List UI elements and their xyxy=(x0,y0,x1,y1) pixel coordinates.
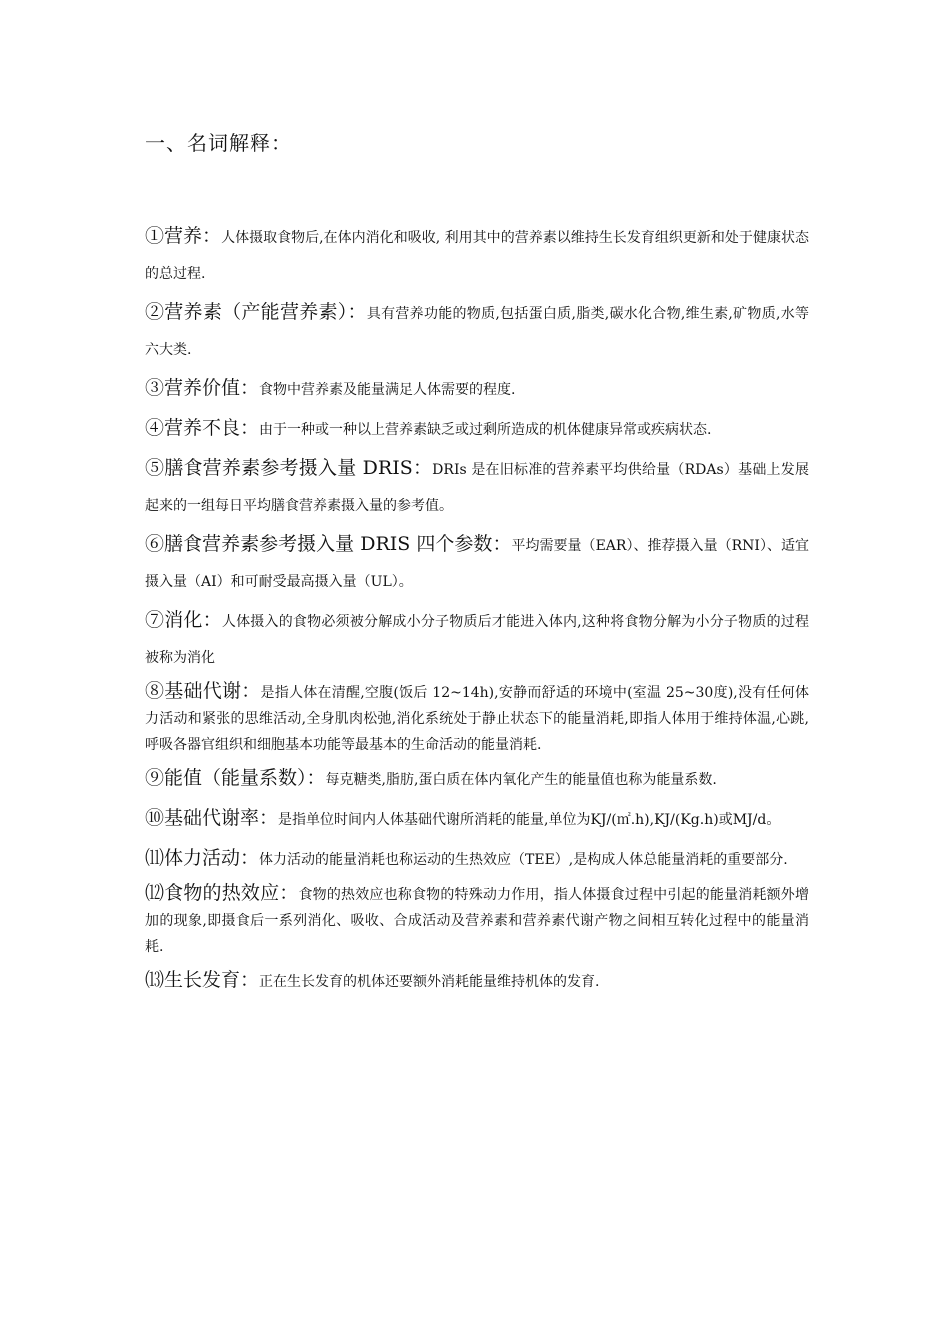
entry-term: ⑥膳食营养素参考摄入量 DRIS 四个参数： xyxy=(145,533,512,555)
entry-definition: 食物中营养素及能量满足人体需要的程度. xyxy=(259,382,516,398)
entry-definition: 体力活动的能量消耗也称运动的生热效应（TEE）,是构成人体总能量消耗的重要部分. xyxy=(259,852,788,868)
entry-term: ⑾体力活动： xyxy=(145,847,260,869)
entry-definition: 人体摄取食物后,在体内消化和吸收, 利用其中的营养素以维持生长发育组织更新和处于健康状态的总过程. xyxy=(145,230,809,282)
entry-definition: 是指单位时间内人体基础代谢所消耗的能量,单位为KJ/(㎡.h),KJ/(Kg.h)或MJ/d。 xyxy=(278,812,781,828)
entry-term: ⑦消化： xyxy=(145,609,222,631)
entry-definition: DRIs 是在旧标准的营养素平均供给量（RDAs）基础上发展起来的一组每日平均膳食营养素摄入量的参考值。 xyxy=(145,462,809,514)
glossary-entry-dris xyxy=(145,450,809,524)
glossary-list xyxy=(145,218,809,1002)
glossary-entry-malnutrition xyxy=(145,410,809,448)
section-heading: 一、名词解释： xyxy=(145,131,292,155)
entry-term: ⑤膳食营养素参考摄入量 DRIS： xyxy=(145,457,433,479)
glossary-entry-basal-metabolism xyxy=(145,678,809,758)
entry-definition: 具有营养功能的物质,包括蛋白质,脂类,碳水化合物,维生素,矿物质,水等六大类. xyxy=(145,306,809,358)
entry-definition: 食物的热效应也称食物的特殊动力作用，指人体摄食过程中引起的能量消耗额外增加的现象,即摄食后一系列消化、吸收、合成活动及营养素和营养素代谢产物之间相互转化过程中的能量消耗. xyxy=(145,887,809,955)
glossary-entry-thermic-effect xyxy=(145,880,809,960)
glossary-entry-energy-value xyxy=(145,760,809,798)
entry-term: ⑿食物的热效应： xyxy=(145,882,299,904)
entry-definition: 正在生长发育的机体还要额外消耗能量维持机体的发育. xyxy=(259,974,600,990)
glossary-entry-digestion xyxy=(145,602,809,676)
entry-term: ⑨能值（能量系数）： xyxy=(145,767,326,789)
glossary-entry-physical-activity xyxy=(145,840,809,878)
glossary-entry-nutrition xyxy=(145,218,809,292)
glossary-entry-growth xyxy=(145,962,809,1000)
entry-term: ⑧基础代谢： xyxy=(145,680,261,702)
entry-term: ④营养不良： xyxy=(145,417,260,439)
glossary-entry-nutrients xyxy=(145,294,809,368)
glossary-entry-nutritional-value xyxy=(145,370,809,408)
entry-term: ①营养： xyxy=(145,225,222,247)
entry-term: ⑩基础代谢率： xyxy=(145,807,279,829)
entry-term: ②营养素（产能营养素）： xyxy=(145,301,367,323)
glossary-entry-dris-parameters xyxy=(145,526,809,600)
entry-term: ⒀生长发育： xyxy=(145,969,260,991)
glossary-entry-bmr xyxy=(145,800,809,838)
entry-definition: 由于一种或一种以上营养素缺乏或过剩所造成的机体健康异常或疾病状态. xyxy=(259,422,712,438)
entry-definition: 每克糖类,脂肪,蛋白质在体内氧化产生的能量值也称为能量系数. xyxy=(325,772,717,788)
entry-definition: 平均需要量（EAR）、推荐摄入量（RNI）、适宜摄入量（AI）和可耐受最高摄入量（UL）。 xyxy=(145,538,809,590)
entry-definition: 人体摄入的食物必须被分解成小分子物质后才能进入体内,这种将食物分解为小分子物质的过程被称为消化 xyxy=(145,614,809,666)
entry-definition: 是指人体在清醒,空腹(饭后 12~14h),安静而舒适的环境中(室温 25~30度),没有任何体力活动和紧张的思维活动,全身肌肉松弛,消化系统处于静止状态下的能量消耗,即指人体用于维持体温,心跳,呼吸各器官组织和细胞基本功能等最基本的生命活动的能量消耗. xyxy=(145,685,809,753)
entry-term: ③营养价值： xyxy=(145,377,260,399)
